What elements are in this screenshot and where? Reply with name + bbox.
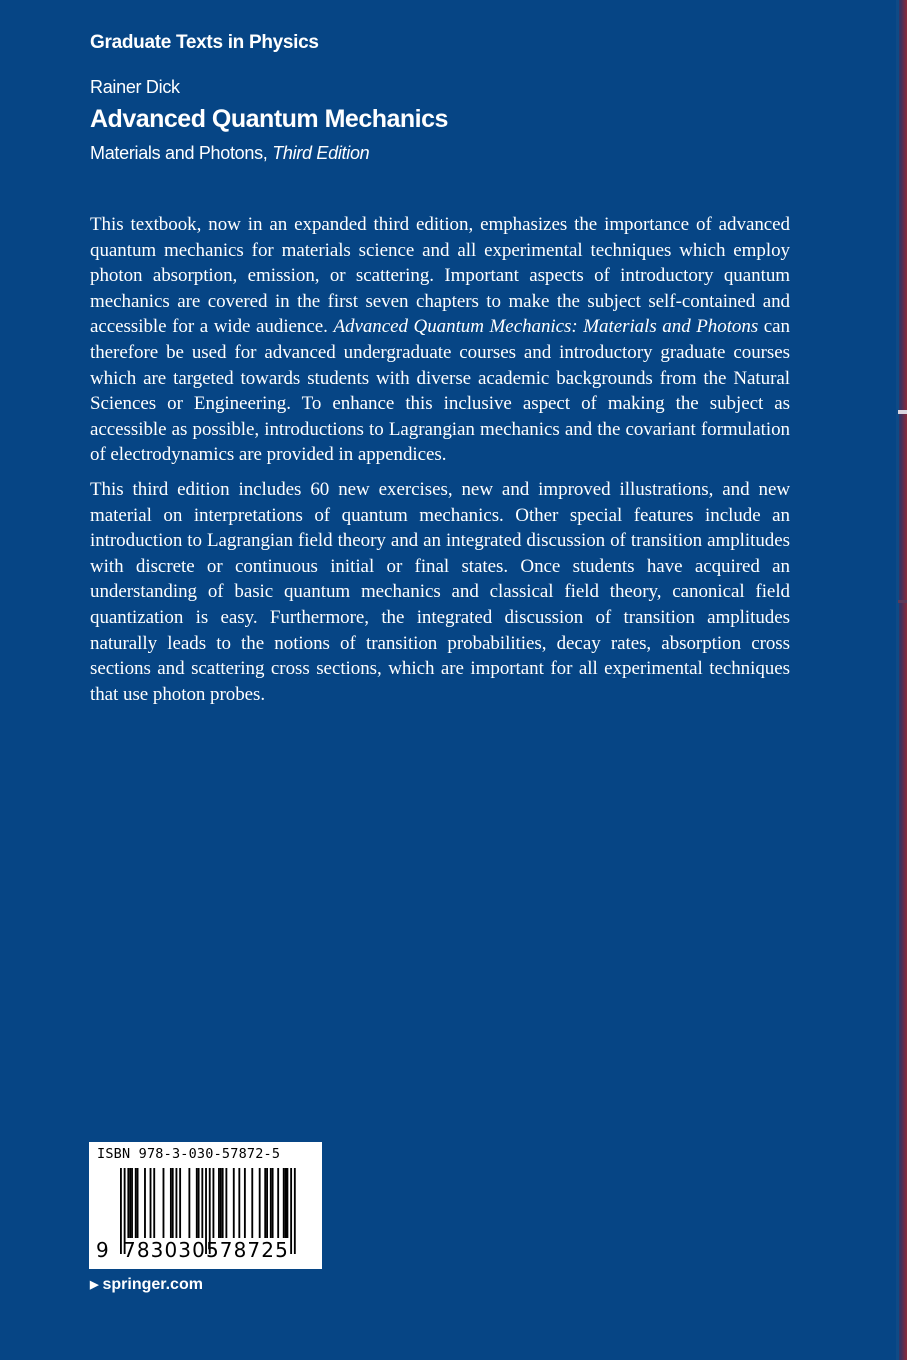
barcode-bar [294,1168,296,1254]
barcode-bar [264,1168,266,1238]
barcode-bar [131,1168,133,1238]
barcode-bar [120,1168,122,1254]
barcode-bar [259,1168,261,1238]
barcode-bar [201,1168,203,1238]
book-subtitle [90,143,369,164]
barcode-bar [283,1168,285,1238]
barcode-bar [287,1168,289,1238]
barcode-bar [137,1168,139,1238]
barcode-bar [144,1168,146,1238]
barcode-bar [225,1168,227,1238]
barcode-bar [238,1168,240,1238]
barcode-bar [270,1168,272,1238]
description-paragraph-2: This third edition includes 60 new exercises, new and improved illustrations, and new material on interpretations of quantum mechanics. Other special features include an introduction to Lagrangian field theory and an integrated discussion of transition amplitudes with discrete or continuous initial or final states. Once students have acquired an understanding of basic quantum mechanics and classical field theory, canonical field quantization is easy. Furthermore, the integrated discussion of transition amplitudes naturally leads to the notions of transition probabilities, decay rates, absorption cross sections and scattering cross sections, which are important for all experimental techniques that use photon probes. [90,478,790,705]
author-name: Rainer Dick [90,77,180,97]
subtitle-text: Materials and Photons, [90,143,273,163]
publisher-url: springer.com [102,1276,203,1293]
barcode-bar [272,1168,274,1238]
ean-digits: 783030578725 [123,1238,289,1262]
barcode-bar [153,1168,155,1238]
spine-mark [898,410,907,414]
edition-label: Third Edition [272,143,370,163]
arrow-right-icon: ▶ [90,1279,99,1291]
series-name: Graduate Texts in Physics [90,32,319,53]
paragraph-text: can therefore be used for advanced undergraduate courses and introductory graduate courses which are targeted towards students with diverse academic backgrounds from the Natural Sciences or Engineering. To enhance this inclusive aspect of making the subject as accessible as possible, introductions to Lagrangian mechanics and the covariant formulation of electrodynamics are provided in appendices. [90,316,791,466]
barcode-bar [127,1168,129,1238]
barcode-bar [233,1168,235,1238]
barcode-bar [277,1168,279,1238]
barcode-bar [176,1168,178,1238]
isbn-barcode [89,1142,322,1269]
publisher-link[interactable] [90,1276,203,1294]
barcode-bar [198,1168,200,1238]
barcode-bar [170,1168,172,1238]
barcode-bar [129,1168,131,1238]
barcode-bar [172,1168,174,1238]
barcode-bar [179,1168,181,1238]
spine-mark [898,600,907,603]
barcode-bar [163,1168,165,1238]
barcode-bar [188,1168,190,1238]
book-title-italic: Advanced Quantum Mechanics: Materials and Photons [333,316,759,338]
barcode-bar [290,1168,292,1254]
barcode-bar [196,1168,198,1238]
barcode-bar [218,1168,220,1238]
barcode-bar [285,1168,287,1238]
barcode-bar [222,1168,224,1238]
description-paragraph-1 [90,212,790,468]
description [90,212,790,716]
barcode-bar [150,1168,152,1238]
barcode-bar [220,1168,222,1238]
spine-edge [896,0,907,1360]
isbn-label: ISBN 978-3-030-57872-5 [97,1146,281,1162]
ean-first-digit: 9 [96,1238,109,1262]
barcode-bar [266,1168,268,1238]
paragraph-text: This textbook, now in an expanded third edition, emphasizes the importance of advanced quantum mechanics for materials science and all experimental techniques which employ photon absorption, emission, or scattering. Important aspects of introductory quantum mechanics are covered in the first seven chapters to make the subject self-contained and accessible for a wide audience. [90,214,790,338]
barcode-bar [251,1168,253,1238]
barcode-bar [135,1168,137,1238]
barcode-bar [244,1168,246,1238]
barcode-bar [213,1168,215,1238]
book-title: Advanced Quantum Mechanics [90,105,448,133]
